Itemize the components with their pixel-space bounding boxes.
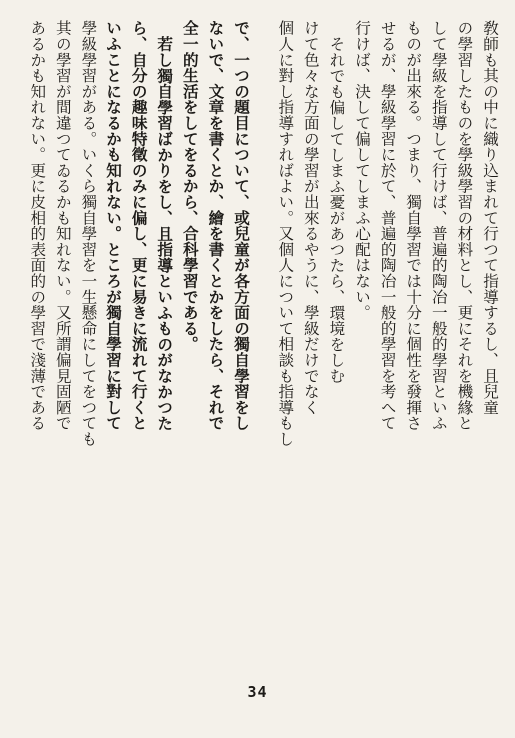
text-line: けて色々な方面の學習が出來るやうに、學級だけでなく [301, 20, 320, 415]
text-line: ものが出來る。つまり、獨自學習では十分に個性を發揮さ [404, 20, 423, 431]
text-line: あるかも知れない。更に皮相的表面的の學習で淺薄である [28, 20, 47, 431]
text-line: 學級學習がある。いくら獨自學習を一生懸命にしてをつても [79, 20, 98, 447]
page-number: 34 [247, 683, 268, 701]
text-line: 個人に對し指導すればよい。又個人について相談も指導もし [276, 20, 295, 447]
text-line: 若し獨自學習ばかりをし、且指導といふものがなかつた [155, 35, 175, 431]
text-line: 其の學習が間違つてゐるかも知れない。又所謂偏見固陋で [53, 20, 72, 431]
text-line: せるが、學級學習に於て、普遍的陶冶一般的學習を考へて [378, 20, 397, 431]
text-line: 行けば、決して偏してしまふ心配はない。 [353, 20, 372, 321]
text-line: 全一的生活をしてをるから、合科學習である。 [180, 20, 200, 352]
text-line: いふことになるかも知れない。ところが獨自學習に對して [104, 20, 124, 431]
text-line: の學習したものを學級學習の材料とし、更にそれを機緣と [455, 20, 474, 431]
left-column [24, 20, 254, 645]
text-line: して學級を指導して行けば、普遍的陶冶一般的學習といふ [429, 20, 448, 431]
text-line: ないで、文章を書くとか、繪を書くとかをしたら、それで [206, 20, 226, 431]
text-line: ら、自分の趣味特徵のみに偏し、更に易きに流れて行くと [129, 20, 149, 431]
text-line: で、一つの題目について、或兒童が各方面の獨自學習をし [232, 20, 251, 431]
right-column [272, 20, 502, 645]
text-line: それでも偏してしまふ憂があつたら、環境をしむ [327, 35, 346, 384]
text-line: 敎師も其の中に織り込まれて行つて指導するし、且兒童 [481, 20, 499, 415]
